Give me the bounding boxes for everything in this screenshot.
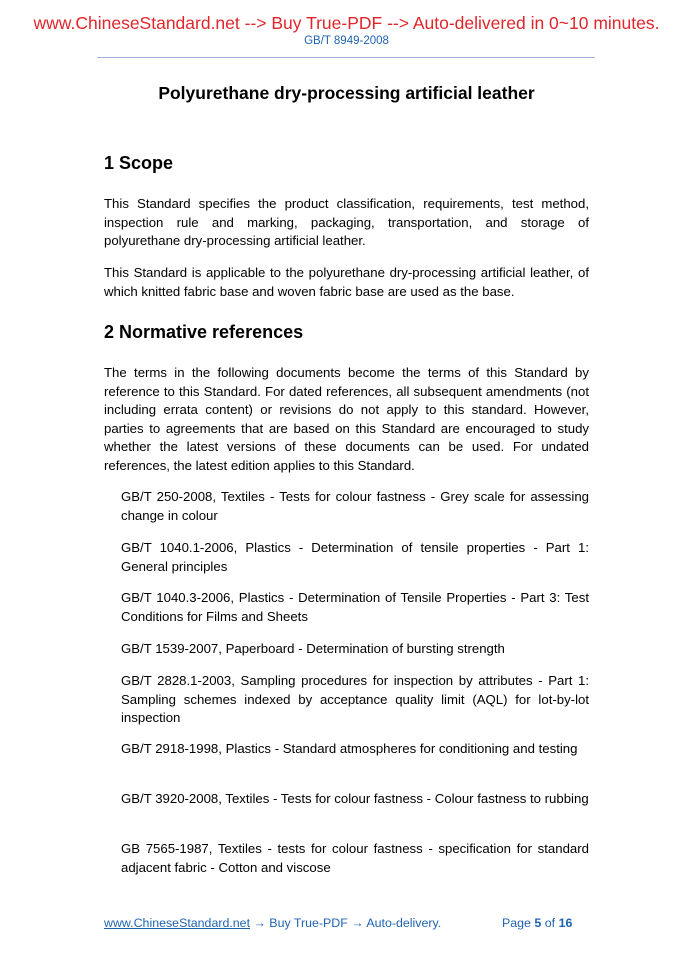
- page-label: Page: [502, 916, 531, 930]
- references-intro-paragraph: The terms in the following documents become the terms of this Standard by reference to this Standard. For dated references, all subsequent amendments (not including errata content) or revisions do not apply to this standard. However, parties to agreements that are based on this Standard are encouraged to study whether the latest versions of these documents can be used. For undated references, the latest edition applies to this Standard.: [104, 365, 589, 473]
- scope-paragraph-1: This Standard specifies the product classification, requirements, test method, inspection rule and marking, packaging, transportation, and storage of polyurethane dry-processing artificial leather.: [104, 196, 589, 248]
- reference-item: GB/T 1539-2007, Paperboard - Determination of bursting strength: [121, 641, 505, 656]
- current-page: 5: [534, 916, 542, 930]
- footer-link[interactable]: [104, 916, 441, 930]
- section-heading-scope: 1 Scope: [104, 153, 174, 173]
- reference-item: GB/T 1040.1-2006, Plastics - Determination of tensile properties - Part 1: General principles: [121, 540, 589, 574]
- header-divider: [97, 57, 595, 58]
- document-title: Polyurethane dry-processing artificial leather: [158, 83, 535, 103]
- reference-item: GB/T 250-2008, Textiles - Tests for colour fastness - Grey scale for assessing change in colour: [121, 489, 589, 523]
- reference-item: GB/T 2828.1-2003, Sampling procedures for inspection by attributes - Part 1: Sampling schemes indexed by acceptance quality limit (AQL) for lot-by-lot inspection: [121, 673, 589, 725]
- total-pages: 16: [558, 916, 573, 930]
- of-label: of: [544, 916, 556, 930]
- header-banner[interactable]: www.ChineseStandard.net --> Buy True-PDF --> Auto-delivered in 0~10 minutes.: [33, 13, 660, 33]
- footer-site-link[interactable]: www.ChineseStandard.net: [104, 916, 251, 930]
- reference-item: GB 7565-1987, Textiles - tests for colour fastness - specification for standard adjacent fabric - Cotton and viscose: [121, 841, 589, 875]
- reference-item: GB/T 3920-2008, Textiles - Tests for colour fastness - Colour fastness to rubbing: [121, 791, 589, 806]
- scope-paragraph-2: This Standard is applicable to the polyurethane dry-processing artificial leather, of which knitted fabric base and woven fabric base are used as the base.: [104, 265, 589, 299]
- page-indicator: [502, 916, 572, 930]
- reference-item: GB/T 2918-1998, Plastics - Standard atmospheres for conditioning and testing: [121, 741, 578, 756]
- reference-item: GB/T 1040.3-2006, Plastics - Determination of Tensile Properties - Part 3: Test Conditions for Films and Sheets: [121, 590, 589, 624]
- standard-number: GB/T 8949-2008: [304, 35, 389, 47]
- section-heading-normative-references: 2 Normative references: [104, 322, 304, 342]
- footer-link-text[interactable]: → Buy True-PDF → Auto-delivery.: [250, 916, 442, 930]
